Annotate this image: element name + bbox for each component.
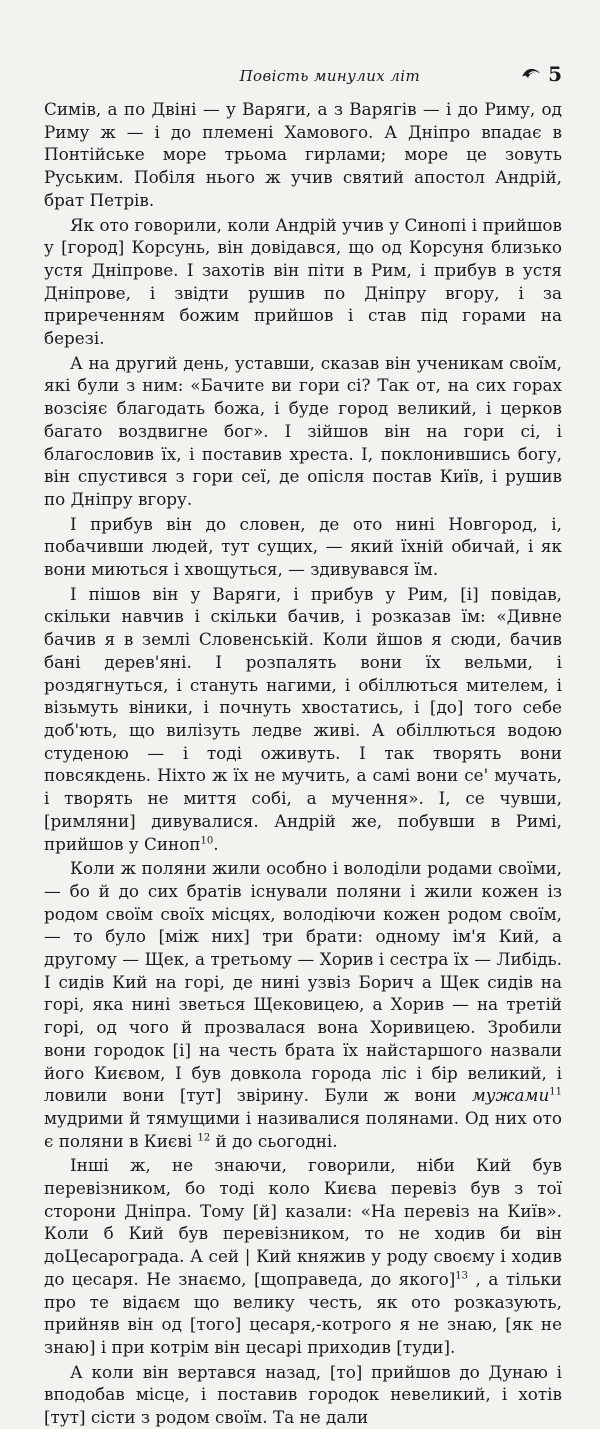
text-run: Коли ж поляни жили особно і володіли родами своїми, — бо й до сих братів існували поляни і жили кожен із родом своїм своїх місцях, володіючи кожен родом своїм, — то було [між них] три брати: одному ім'я Кий, а другому — Щек, а третьому — Хорив і сестра їх — Либідь. І сидів Кий на горі, де нині узвіз Борич а Щек сидів на горі, яка нині зветься Щековицею, а Хорив — на третій горі, од чого й прозвалася вона Хоривицею. Зробили вони городок [і] на честь брата їх найстаршого назвали його Києвом, І був довкола города ліс і бір великий, і ловили вони [тут] звірину. Були ж вони bbox=[44, 858, 562, 1106]
paragraph bbox=[44, 352, 562, 511]
paragraph bbox=[44, 513, 562, 581]
text-run: Інші ж, не знаючи, говорили, ніби Кий був перевізником, бо тоді коло Києва перевіз був з тої сторони Дніпра. Тому [й] казали: «На перевіз на Київ». Коли б Кий був перевізником, то не ходив би він доЦесарограда. А сей | Кий княжив у роду своєму і ходив до цесаря. Не знаємо, [щоправеда, до якого] bbox=[44, 1155, 562, 1289]
footnote-marker: 11 bbox=[549, 1086, 562, 1098]
paragraph bbox=[44, 583, 562, 855]
running-title: Повість минулих літ bbox=[239, 67, 421, 85]
text-run: Симів, а по Двіні — у Варяги, а з Варягів — і до Риму, од Риму ж — і до племені Хамового. А Дніпро впадає в Понтійське море трьома гирлами; море це зовуть Руським. Побіля нього ж учив святий апостол Андрій, брат Петрів. bbox=[44, 99, 562, 210]
paragraph bbox=[44, 1361, 562, 1429]
paragraph bbox=[44, 857, 562, 1152]
paragraph bbox=[44, 1154, 562, 1358]
paragraph bbox=[44, 98, 562, 212]
footnote-marker: 13 bbox=[455, 1270, 469, 1282]
text-run: й до сьогодні. bbox=[210, 1130, 338, 1151]
text-run: І пішов він у Варяги, і прибув у Рим, [і] повідав, скільки навчив і скільки бачив, і розказав їм: «Дивне бачив я в землі Словенській. Коли йшов я сюди, бачив бані дерев'яні. І розпалять вони їх вельми, і роздягнуться, і стануть нагими, і обіллються мителем, і візьмуть віники, і почнуть хвостатись, і [до] того себе доб'ють, що вилізуть ледве живі. А обіллються водою студеною — і тоді оживуть. І так творять вони повсякдень. Ніхто ж їх не мучить, а самі вони се' мучать, і творять не миття собі, а мучення». І, се чувши, [римляни] дивувалися. Андрій же, побувши в Римі, прийшов у Синоп bbox=[44, 583, 562, 854]
page-header bbox=[44, 62, 562, 92]
text-run: , а тільки про те відаєм що велику честь, як ото розказують, прийняв він од [того] цесаря,-котрого я не знаю, [як не знаю] і при котрім він цесарі приходив [туди]. bbox=[44, 1268, 562, 1357]
text-run: І прибув він до словен, де ото нині Новгород, і, побачивши людей, тут сущих, — який їхній обичай, і як вони миються і хвощуться, — здивувався їм. bbox=[44, 513, 562, 580]
leaf-ornament-icon bbox=[520, 62, 542, 86]
text-run: Як ото говорили, коли Андрій учив у Синопі і прийшов у [город] Корсунь, він довідався, що од Корсуня близько устя Дніпрове. І захотів він піти в Рим, і прибув в устя Дніпрове, і звідти рушив по Дніпру вгору, і за приреченням божим прийшов і став під горами на березі. bbox=[44, 214, 562, 349]
page-number: 5 bbox=[548, 62, 562, 86]
footnote-marker: 10 bbox=[200, 834, 214, 846]
text-run: мудрими й тямущими і називалися полянами. Од них ото є поляни в Києві bbox=[44, 1107, 562, 1151]
footnote-marker: 12 bbox=[197, 1132, 211, 1144]
paragraph bbox=[44, 214, 562, 350]
body-text bbox=[44, 98, 562, 1429]
text-run: . bbox=[213, 833, 219, 854]
text-run: А на другий день, уставши, сказав він ученикам своїм, які були з ним: «Бачите ви гори сі? Так от, на сих горах возсіяє благодать божа, і буде город великий, і церков багато воздвигне бог». І зійшов він на гори сі, і благословив їх, і поставив хреста. І, поклонившись богу, він спустився з гори сеї, де опісля постав Київ, і рушив по Дніпру вгору. bbox=[44, 352, 562, 509]
text-run: А коли він вертався назад, [то] прийшов до Дунаю і вподобав місце, і поставив городок невеликий, і хотів [тут] сісти з родом своїм. Та не дали bbox=[44, 1361, 562, 1428]
italic-word: мужами bbox=[471, 1085, 550, 1106]
